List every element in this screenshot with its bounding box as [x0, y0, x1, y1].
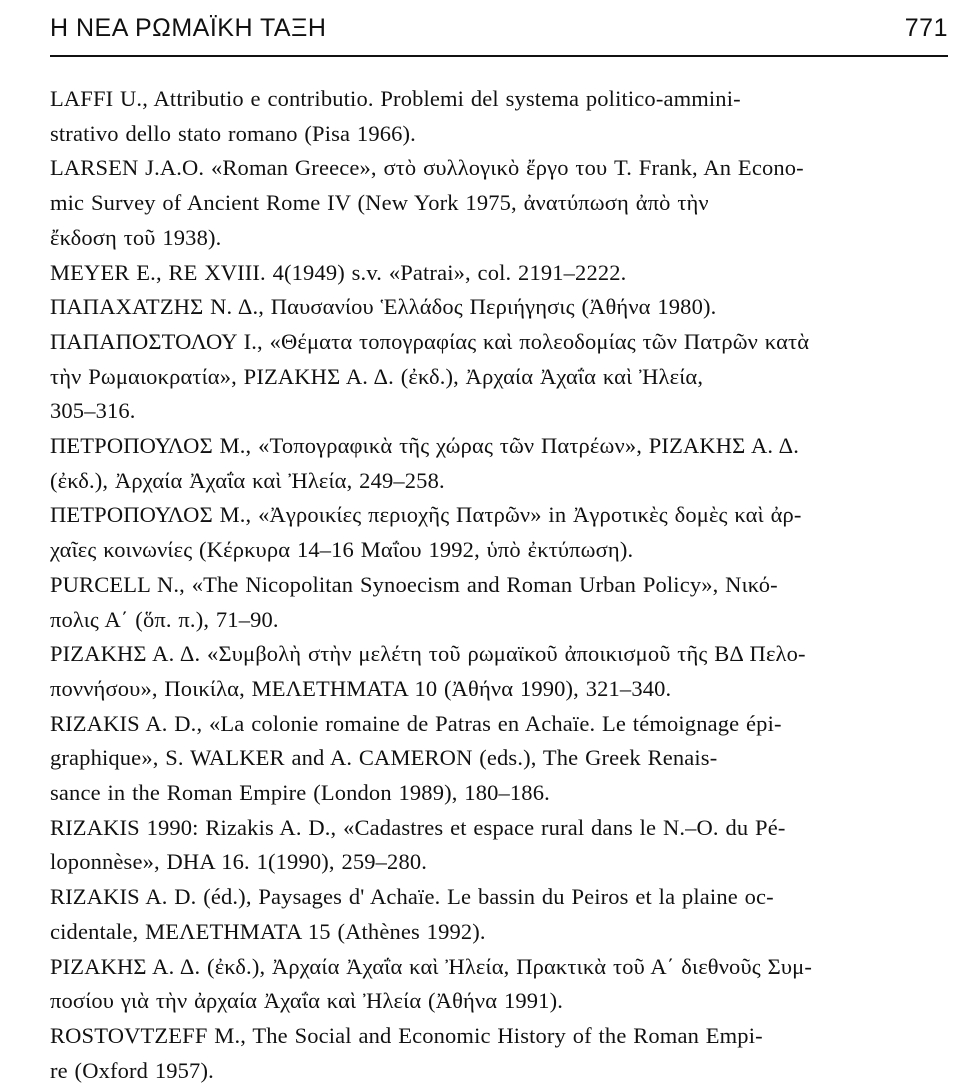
- entry-line: PURCELL N., «The Nicopolitan Synoecism and Roman Urban Policy», Νικό-: [50, 571, 778, 597]
- bibliography-entry: [50, 256, 946, 291]
- entry-line: RIZAKIS A. D. (éd.), Paysages d' Achaïe. Le bassin du Peiros et la plaine oc-: [50, 884, 774, 910]
- entry-line: cidentale, ΜΕΛΕΤΗΜΑΤΑ 15 (Athènes 1992).: [50, 918, 486, 944]
- entry-line: MEYER E., RE XVIII. 4(1949) s.v. «Patrai», col. 2191–2222.: [50, 259, 627, 285]
- bibliography-entry: [50, 880, 946, 949]
- entry-line: RIZAKIS A. D., «La colonie romaine de Patras en Achaïe. Le témoignage épi-: [50, 710, 782, 736]
- header-rule: [50, 55, 948, 57]
- page-header: [50, 14, 948, 50]
- bibliography-entry: [50, 325, 946, 429]
- entry-line: strativo dello stato romano (Pisa 1966).: [50, 120, 416, 146]
- entry-line: RIZAKIS 1990: Rizakis A. D., «Cadastres et espace rural dans le N.–O. du Pé-: [50, 814, 786, 840]
- entry-line: LAFFI U., Attributio e contributio. Problemi del systema politico-ammini-: [50, 86, 741, 111]
- entry-line: χαῖες κοινωνίες (Κέρκυρα 14–16 Μαΐου 1992, ὑπὸ ἐκτύπωση).: [50, 537, 634, 563]
- bibliography-entry: [50, 1019, 946, 1088]
- entry-line: mic Survey of Ancient Rome IV (New York 1975, ἀνατύπωση ἀπὸ τὴν: [50, 190, 709, 216]
- bibliography-entry: [50, 950, 946, 1019]
- entry-line: ROSTOVTZEFF M., The Social and Economic History of the Roman Empi-: [50, 1022, 763, 1048]
- bibliography-entry: [50, 568, 946, 637]
- entry-line: ποννήσου», Ποικίλα, ΜΕΛΕΤΗΜΑΤΑ 10 (Ἀθήνα 1990), 321–340.: [50, 675, 672, 701]
- running-title: Η ΝΕΑ ΡΩΜΑΪΚΗ ΤΑΞΗ: [50, 14, 327, 42]
- entry-line: (ἐκδ.), Ἀρχαία Ἀχαΐα καὶ Ἠλεία, 249–258.: [50, 467, 445, 493]
- entry-line: ΡΙΖΑΚΗΣ Α. Δ. «Συμβολὴ στὴν μελέτη τοῦ ρωμαϊκοῦ ἀποικισμοῦ τῆς ΒΔ Πελο-: [50, 641, 806, 667]
- bibliography-entry: [50, 82, 946, 151]
- entry-line: ΡΙΖΑΚΗΣ Α. Δ. (ἐκδ.), Ἀρχαία Ἀχαΐα καὶ Ἠλεία, Πρακτικὰ τοῦ Α΄ διεθνοῦς Συμ-: [50, 953, 812, 979]
- entry-line: ΠΕΤΡΟΠΟΥΛΟΣ Μ., «Ἀγροικίες περιοχῆς Πατρῶν» in Ἀγροτικὲς δομὲς καὶ ἀρ-: [50, 502, 802, 528]
- entry-line: ΠΑΠΑΠΟΣΤΟΛΟΥ Ι., «Θέματα τοπογραφίας καὶ πολεοδομίας τῶν Πατρῶν κατὰ: [50, 328, 810, 354]
- entry-line: πολις Α΄ (ὅπ. π.), 71–90.: [50, 606, 279, 632]
- bibliography-entry: [50, 429, 946, 498]
- bibliography-entry: [50, 637, 946, 706]
- entry-line: ΠΕΤΡΟΠΟΥΛΟΣ Μ., «Τοπογραφικὰ τῆς χώρας τῶν Πατρέων», ΡΙΖΑΚΗΣ Α. Δ.: [50, 433, 800, 459]
- entry-line: τὴν Ρωμαιοκρατία», ΡΙΖΑΚΗΣ Α. Δ. (ἐκδ.), Ἀρχαία Ἀχαΐα καὶ Ἠλεία,: [50, 363, 704, 389]
- entry-line: sance in the Roman Empire (London 1989), 180–186.: [50, 780, 550, 806]
- bibliography-entry: [50, 498, 946, 567]
- entry-line: ποσίου γιὰ τὴν ἀρχαία Ἀχαΐα καὶ Ἠλεία (Ἀθήνα 1991).: [50, 988, 563, 1014]
- bibliography-entry: [50, 707, 946, 811]
- bibliography-entry: [50, 290, 946, 325]
- bibliography-entry: [50, 811, 946, 880]
- entry-line: graphique», S. WALKER and A. CAMERON (eds.), The Greek Renais-: [50, 745, 718, 771]
- bibliography-entry: [50, 151, 946, 255]
- entry-line: ἔκδοση τοῦ 1938).: [50, 224, 222, 250]
- page-number: 771: [904, 14, 948, 42]
- bibliography-list: [50, 82, 946, 1088]
- entry-line: LARSEN J.A.O. «Roman Greece», στὸ συλλογικὸ ἔργο του T. Frank, An Econo-: [50, 155, 804, 181]
- entry-line: re (Oxford 1957).: [50, 1057, 214, 1083]
- entry-line: loponnèse», DHA 16. 1(1990), 259–280.: [50, 849, 428, 875]
- entry-line: 305–316.: [50, 398, 136, 424]
- entry-line: ΠΑΠΑΧΑΤΖΗΣ Ν. Δ., Παυσανίου Ἑλλάδος Περιήγησις (Ἀθήνα 1980).: [50, 294, 717, 320]
